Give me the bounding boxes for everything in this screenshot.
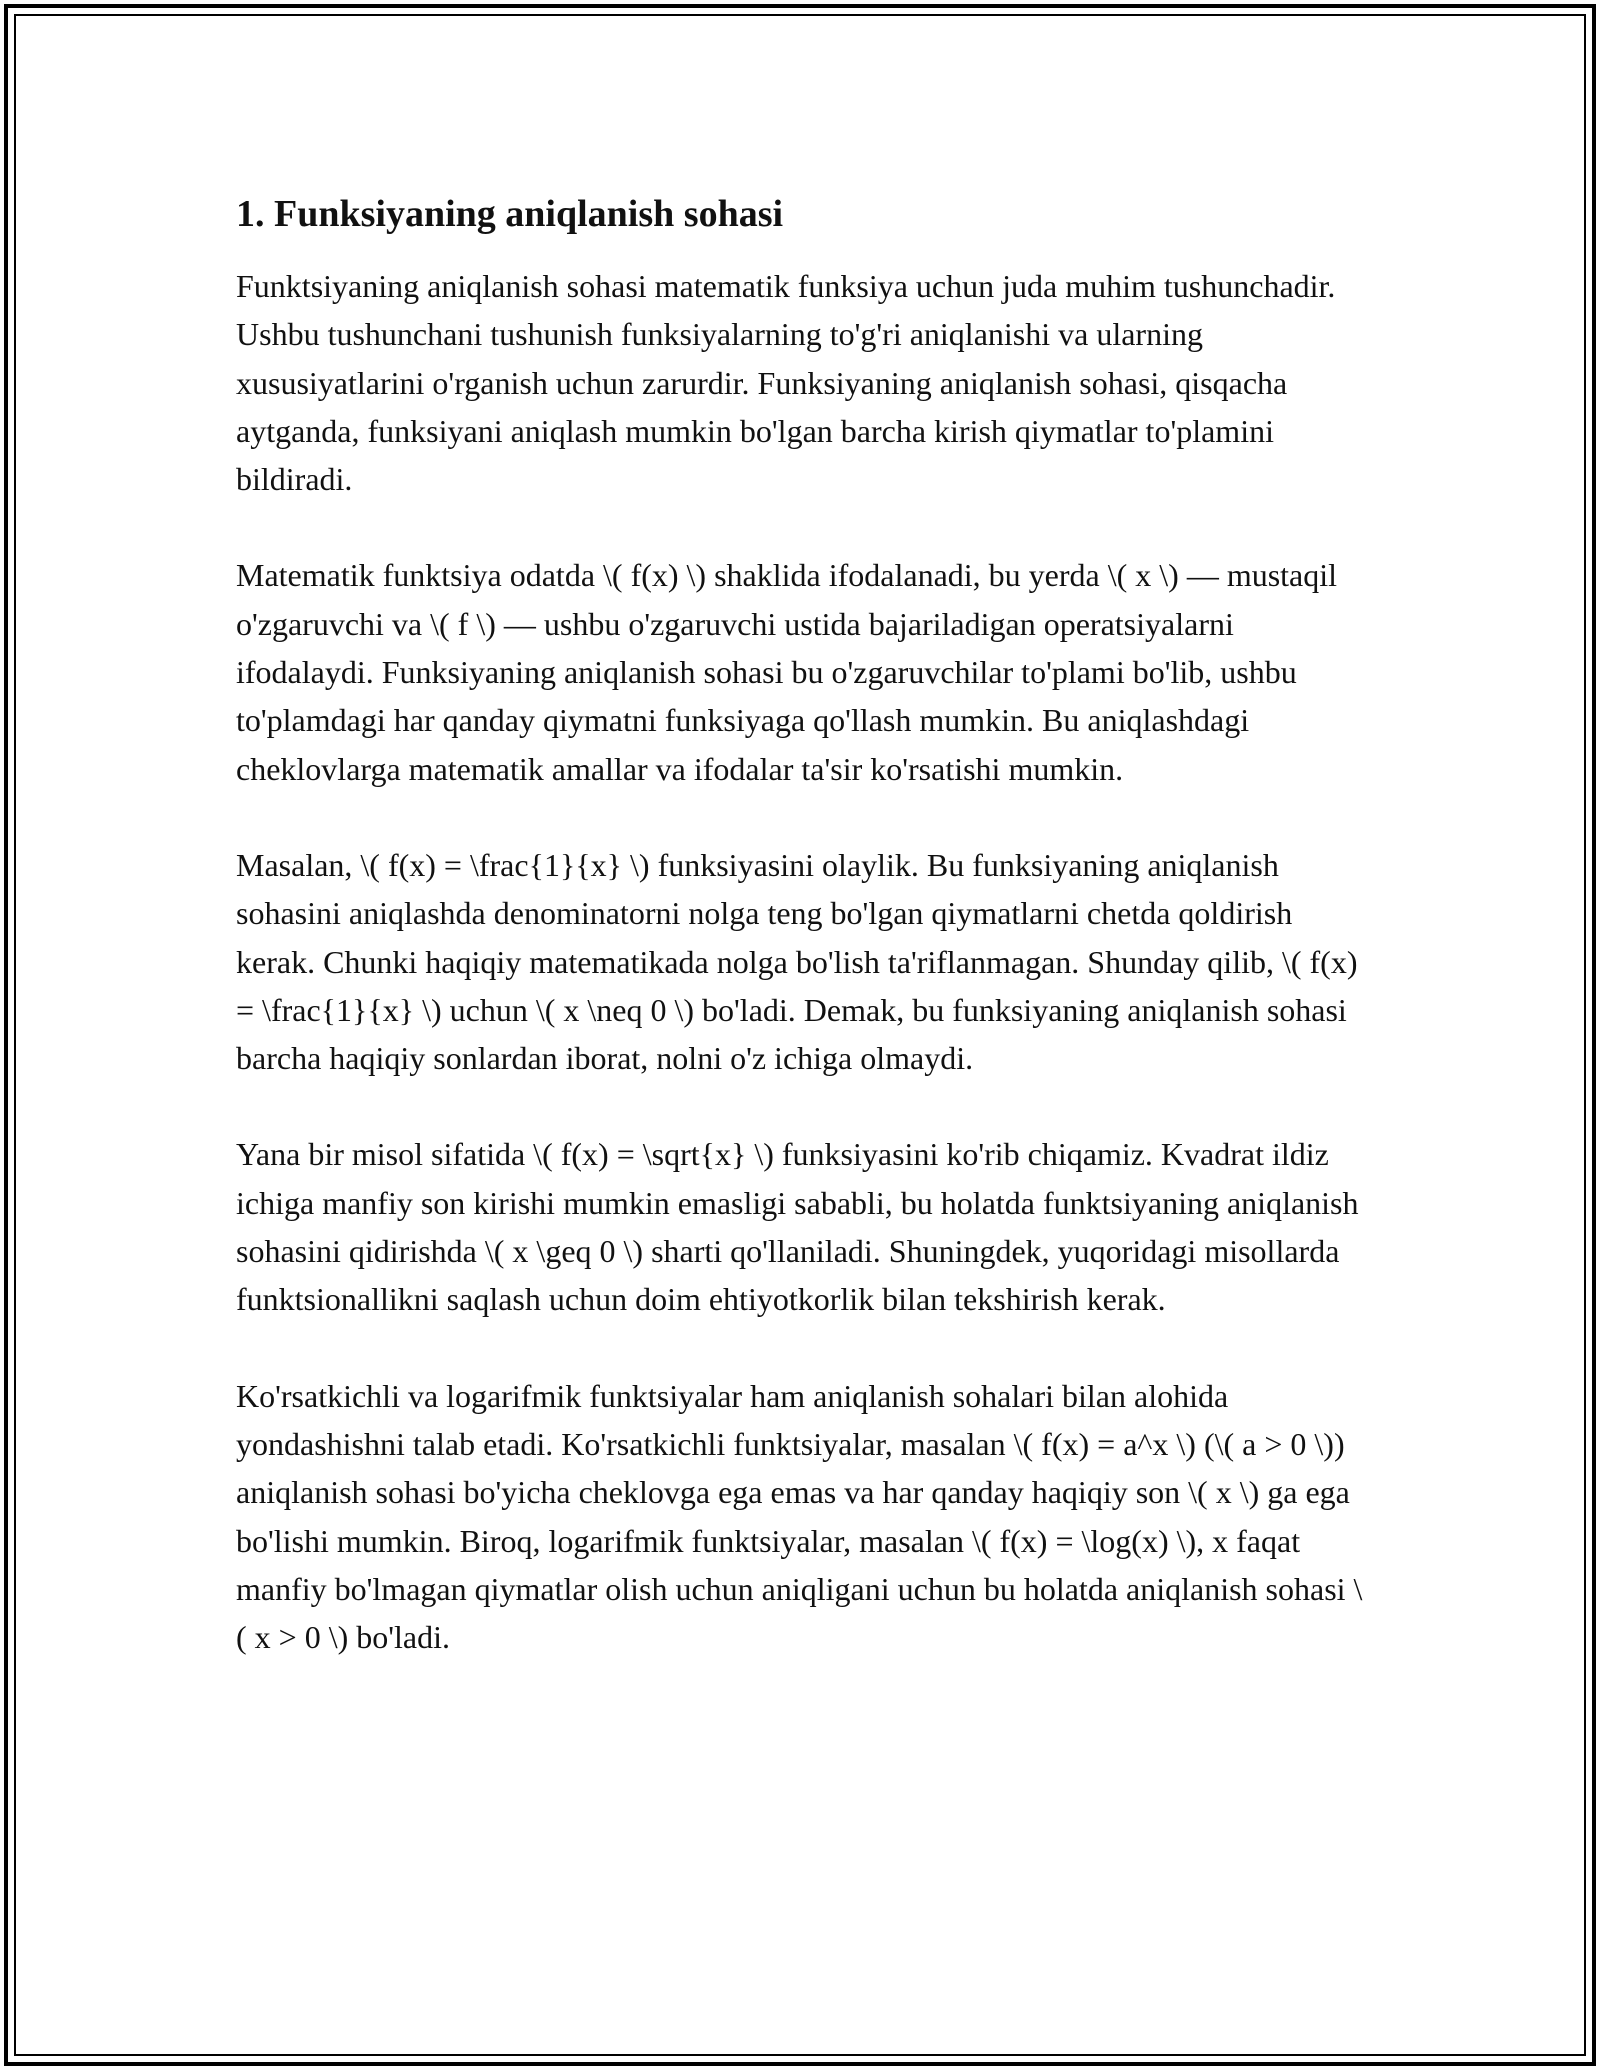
section-heading: 1. Funksiyaning aniqlanish sohasi xyxy=(236,193,784,235)
paragraph-reciprocal-example: Masalan, \( f(x) = \frac{1}{x} \) funksiyasini olaylik. Bu funksiyaning aniqlanish sohasini aniqlashda denominatorni nolga teng bo'lgan qiymatlarni chetda qoldirish kerak. Chunki haqiqiy matematikada nolga bo'lish ta'riflanmagan. Shunday qilib, \( f(x) = \frac{1}{x} \) uchun \( x \neq 0 \) bo'ladi. Demak, bu funksiyaning aniqlanish sohasi barcha haqiqiy sonlardan iborat, nolni o'z ichiga olmaydi. xyxy=(236,846,1358,1077)
paragraph-notation: Matematik funktsiya odatda \( f(x) \) shaklida ifodalanadi, bu yerda \( x \) — mustaqil o'zgaruvchi va \( f \) — ushbu o'zgaruvchi ustida bajariladigan operatsiyalarni ifodalaydi. Funksiyaning aniqlanish sohasi bu o'zgaruvchilar to'plami bo'lib, ushbu to'plamdagi har qanday qiymatni funksiyaga qo'llash mumkin. Bu aniqlashdagi cheklovlarga matematik amallar va ifodalar ta'sir ko'rsatishi mumkin. xyxy=(236,557,1338,787)
paragraph-exp-log: Ko'rsatkichli va logarifmik funktsiyalar ham aniqlanish sohalari bilan alohida yondashishni talab etadi. Ko'rsatkichli funktsiyalar, masalan \( f(x) = a^x \) (\( a > 0 \)) aniqlanish sohasi bo'yicha cheklovga ega emas va har qanday haqiqiy son \( x \) ga ega bo'lishi mumkin. Biroq, logarifmik funktsiyalar, masalan \( f(x) = \log(x) \), x faqat manfiy bo'lmagan qiymatlar olish uchun aniqligani uchun bu holatda aniqlanish sohasi \( x > 0 \) bo'ladi. xyxy=(236,1377,1363,1656)
paragraph-sqrt-example: Yana bir misol sifatida \( f(x) = \sqrt{x} \) funksiyasini ko'rib chiqamiz. Kvadrat ildiz ichiga manfiy son kirishi mumkin emasligi sababli, bu holatda funktsiyaning aniqlanish sohasini qidirishda \( x \geq 0 \) sharti qo'llaniladi. Shuningdek, yuqoridagi misollarda funktsionallikni saqlash uchun doim ehtiyotkorlik bilan tekshirish kerak. xyxy=(236,1136,1359,1318)
document-page xyxy=(236,188,1366,1709)
paragraph-intro: Funktsiyaning aniqlanish sohasi matematik funksiya uchun juda muhim tushunchadir. Ushbu tushunchani tushunish funksiyalarning to'g'ri aniqlanishi va ularning xususiyatlarini o'rganish uchun zarurdir. Funksiyaning aniqlanish sohasi, qisqacha aytganda, funksiyani aniqlash mumkin bo'lgan barcha kirish qiymatlar to'plamini bildiradi. xyxy=(236,268,1336,498)
